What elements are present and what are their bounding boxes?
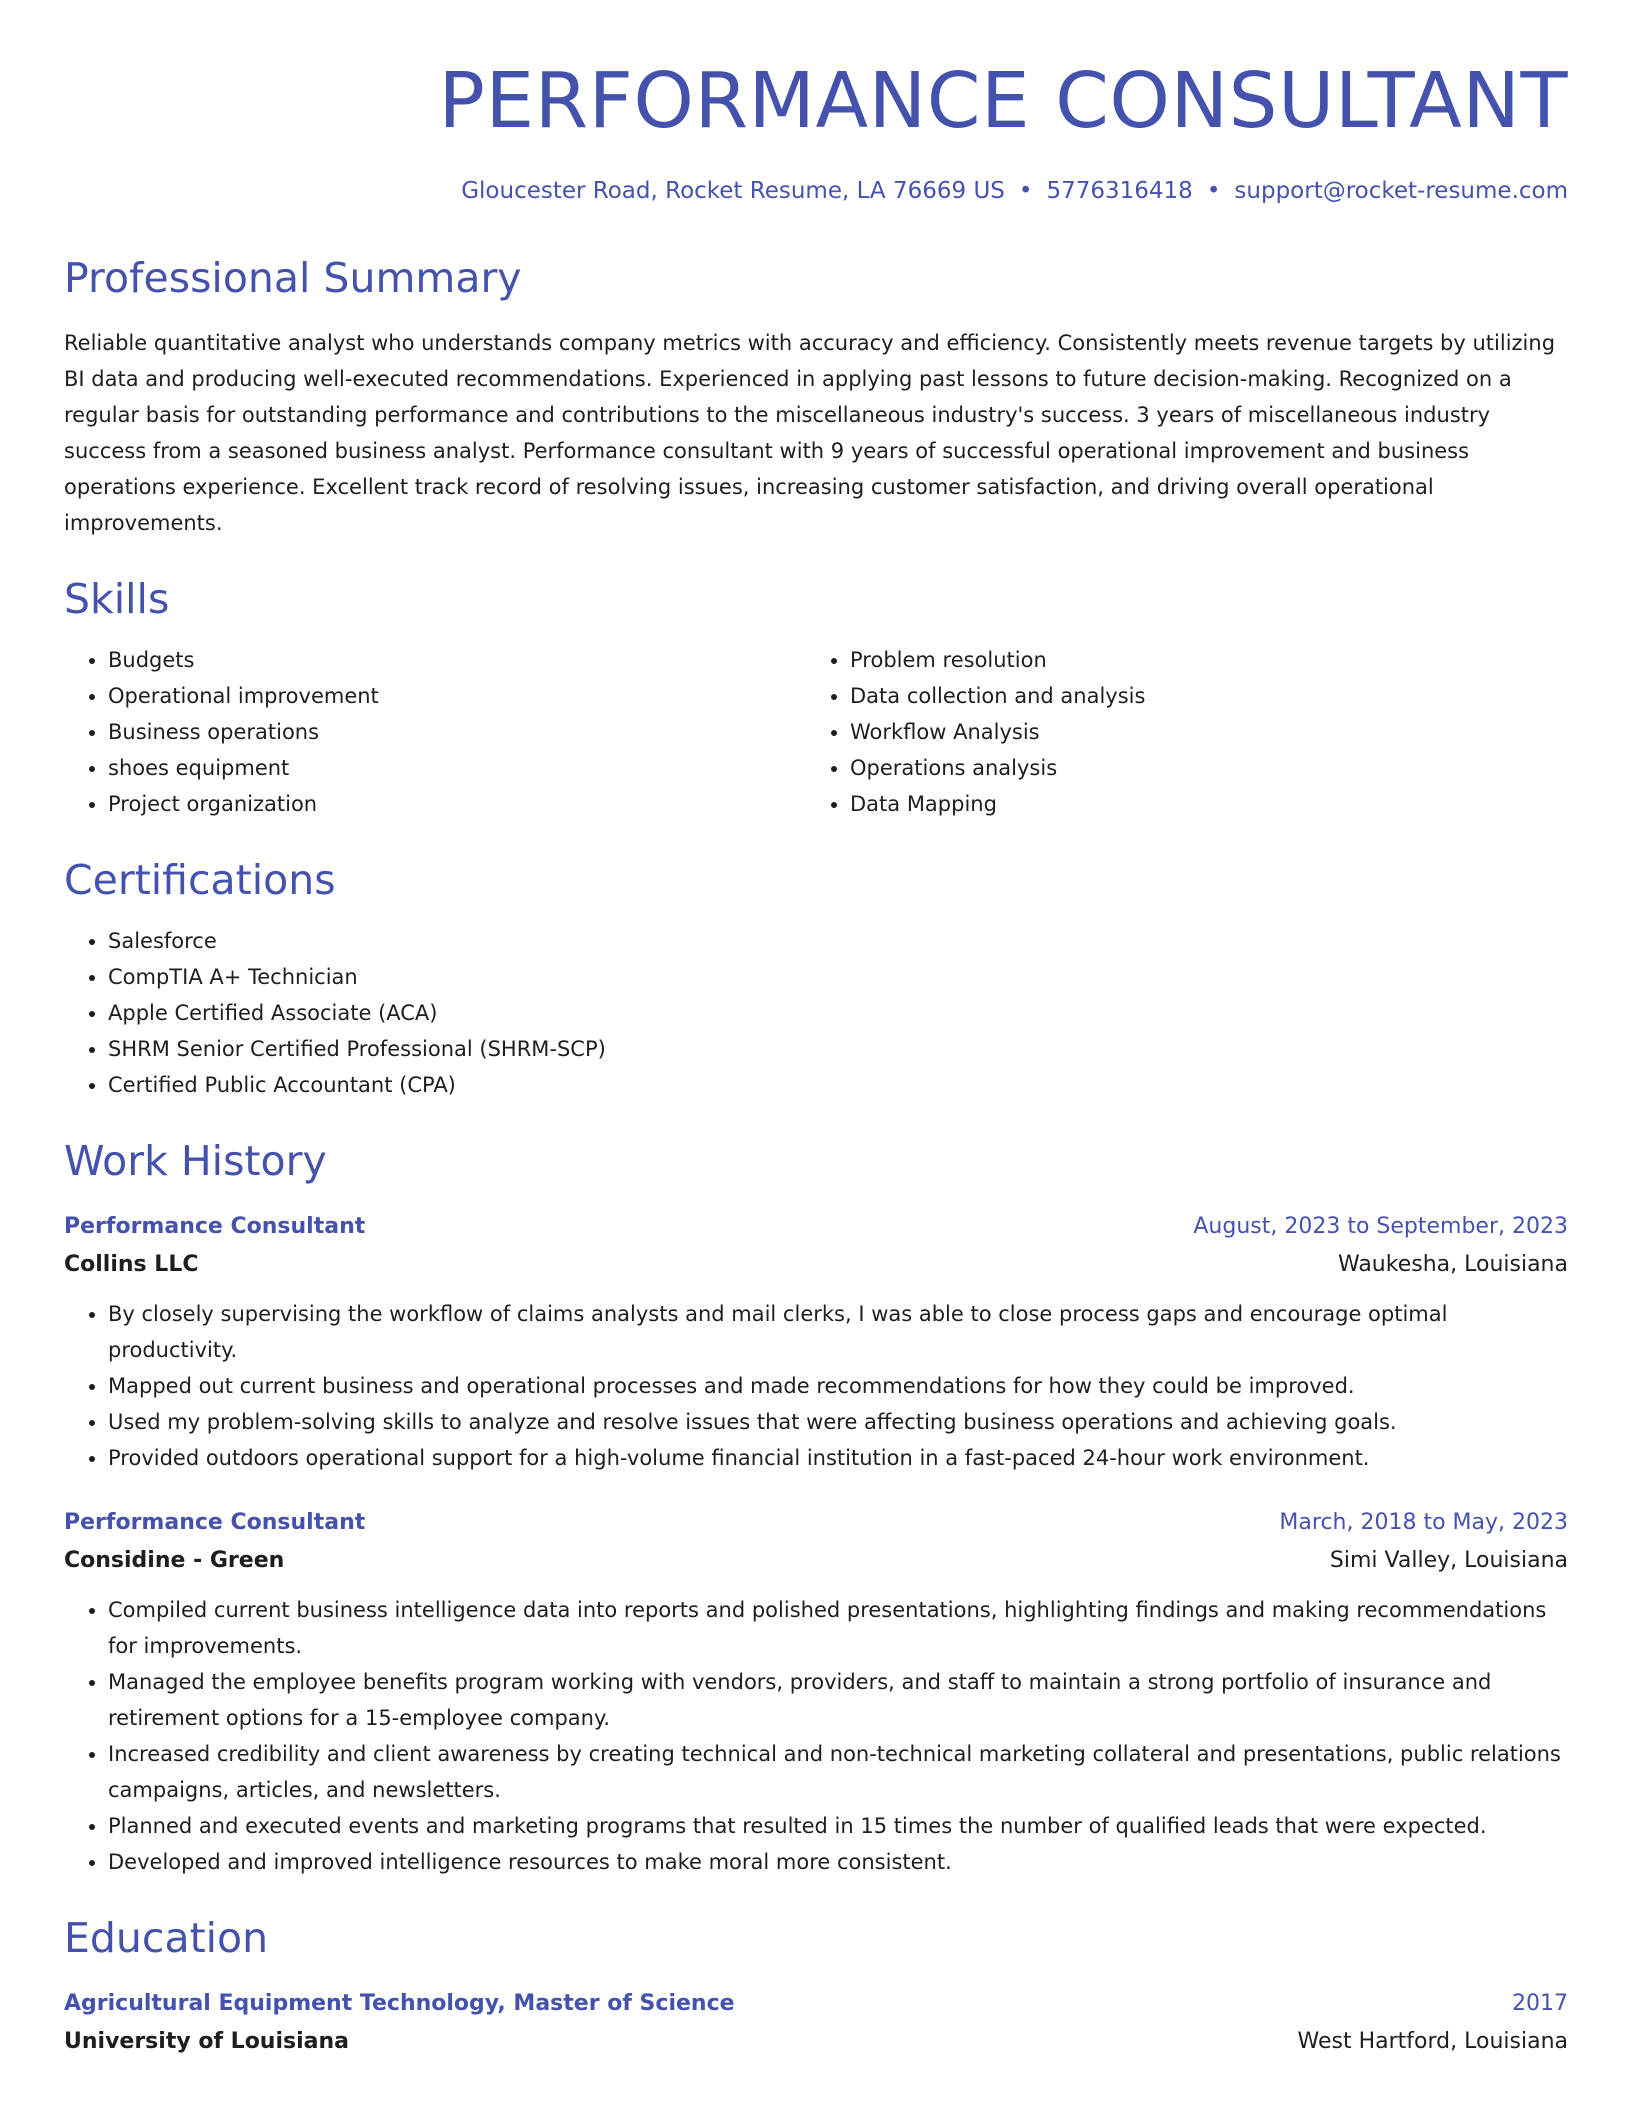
job-title: Performance Consultant: [64, 1214, 366, 1240]
contact-separator: •: [1206, 178, 1221, 205]
education-school-row: [64, 2023, 1568, 2061]
job-header-row: [64, 1208, 1568, 1246]
education-section: [64, 1916, 1568, 2061]
skills-list-right: [806, 642, 1548, 822]
job-bullet: • Used my problem-solving skills to analyze and resolve issues that were affecting business operations and achieving goals.: [108, 1404, 1568, 1440]
certification-item: • Certified Public Accountant (CPA): [108, 1067, 1568, 1103]
contact-phone[interactable]: 5776316418: [1046, 178, 1193, 205]
job-bullets: [64, 1296, 1568, 1476]
resume-header: [64, 56, 1568, 206]
summary-text: Reliable quantitative analyst who understands company metrics with accuracy and efficiency. Consistently meets revenue targets by utilizing BI data and producing well-executed recommendations. Experienced in applying past lessons to future decision-making. Recognized on a regular basis for outstanding performance and contributions to the miscellaneous industry's success. 3 years of miscellaneous industry success from a seasoned business analyst. Performance consultant with 9 years of successful operational improvement and business operations experience. Excellent track record of resolving issues, increasing customer satisfaction, and driving overall operational improvements.: [64, 331, 1556, 536]
work-history-section: [64, 1139, 1568, 1880]
job-employer: Considine - Green: [64, 1548, 285, 1574]
certifications-list: [64, 923, 1568, 1103]
contact-email[interactable]: support@rocket-resume.com: [1234, 178, 1568, 205]
candidate-name: PERFORMANCE CONSULTANT: [438, 57, 1568, 146]
job-bullet: • Mapped out current business and operational processes and made recommendations for how they could be improved.: [108, 1368, 1568, 1404]
skill-item: • Data collection and analysis: [850, 678, 1548, 714]
job-entry: [64, 1208, 1568, 1476]
job-employer-row: [64, 1246, 1568, 1284]
contact-line: [64, 178, 1568, 206]
education-heading: Education: [64, 1914, 269, 1963]
job-location: Waukesha, Louisiana: [1337, 1252, 1568, 1278]
job-dates: August, 2023 to September, 2023: [1193, 1214, 1568, 1240]
skills-section: [64, 577, 1568, 822]
summary-heading: Professional Summary: [64, 253, 522, 302]
contact-separator: •: [1018, 178, 1033, 205]
certification-item: • CompTIA A+ Technician: [108, 959, 1568, 995]
skill-item: • Data Mapping: [850, 786, 1548, 822]
education-location: West Hartford, Louisiana: [1297, 2029, 1568, 2055]
job-bullet: • Developed and improved intelligence resources to make moral more consistent.: [108, 1844, 1568, 1880]
skill-item: • Workflow Analysis: [850, 714, 1548, 750]
skill-item: • Operational improvement: [108, 678, 806, 714]
job-bullet: • Provided outdoors operational support for a high-volume financial institution in a fast-paced 24-hour work environment.: [108, 1440, 1568, 1476]
work-history-heading: Work History: [64, 1137, 327, 1186]
education-header-row: [64, 1985, 1568, 2023]
skills-heading: Skills: [64, 575, 170, 624]
job-entry: [64, 1504, 1568, 1880]
skill-item: • Problem resolution: [850, 642, 1548, 678]
certification-item: • SHRM Senior Certified Professional (SHRM-SCP): [108, 1031, 1568, 1067]
job-employer-row: [64, 1542, 1568, 1580]
certifications-section: [64, 858, 1568, 1103]
job-bullet: • Managed the employee benefits program working with vendors, providers, and staff to maintain a strong portfolio of insurance and retirement options for a 15-employee company.: [108, 1664, 1568, 1736]
job-bullet: • Compiled current business intelligence data into reports and polished presentations, highlighting findings and making recommendations for improvements.: [108, 1592, 1568, 1664]
job-bullet: • Increased credibility and client awareness by creating technical and non-technical marketing collateral and presentations, public relations campaigns, articles, and newsletters.: [108, 1736, 1568, 1808]
skill-item: • Project organization: [108, 786, 806, 822]
skill-item: • Budgets: [108, 642, 806, 678]
job-bullet: • Planned and executed events and marketing programs that resulted in 15 times the number of qualified leads that were expected.: [108, 1808, 1568, 1844]
job-location: Simi Valley, Louisiana: [1329, 1548, 1568, 1574]
skills-grid: [64, 642, 1568, 822]
certification-item: • Apple Certified Associate (ACA): [108, 995, 1568, 1031]
skill-item: • Business operations: [108, 714, 806, 750]
job-bullet: • By closely supervising the workflow of claims analysts and mail clerks, I was able to close process gaps and encourage optimal productivity.: [108, 1296, 1568, 1368]
job-title: Performance Consultant: [64, 1510, 366, 1536]
education-degree: Agricultural Equipment Technology, Master of Science: [64, 1991, 735, 2017]
job-header-row: [64, 1504, 1568, 1542]
certification-item: • Salesforce: [108, 923, 1568, 959]
skill-item: • Operations analysis: [850, 750, 1548, 786]
skills-list-left: [64, 642, 806, 822]
certifications-heading: Certifications: [64, 856, 336, 905]
contact-address: Gloucester Road, Rocket Resume, LA 76669 US: [461, 178, 1005, 205]
education-entry: [64, 1985, 1568, 2061]
resume-page: [64, 40, 1568, 2061]
job-dates: March, 2018 to May, 2023: [1279, 1510, 1568, 1536]
skill-item: • shoes equipment: [108, 750, 806, 786]
education-school: University of Louisiana: [64, 2029, 350, 2055]
job-employer: Collins LLC: [64, 1252, 199, 1278]
job-bullets: [64, 1592, 1568, 1880]
education-year: 2017: [1512, 1991, 1568, 2017]
